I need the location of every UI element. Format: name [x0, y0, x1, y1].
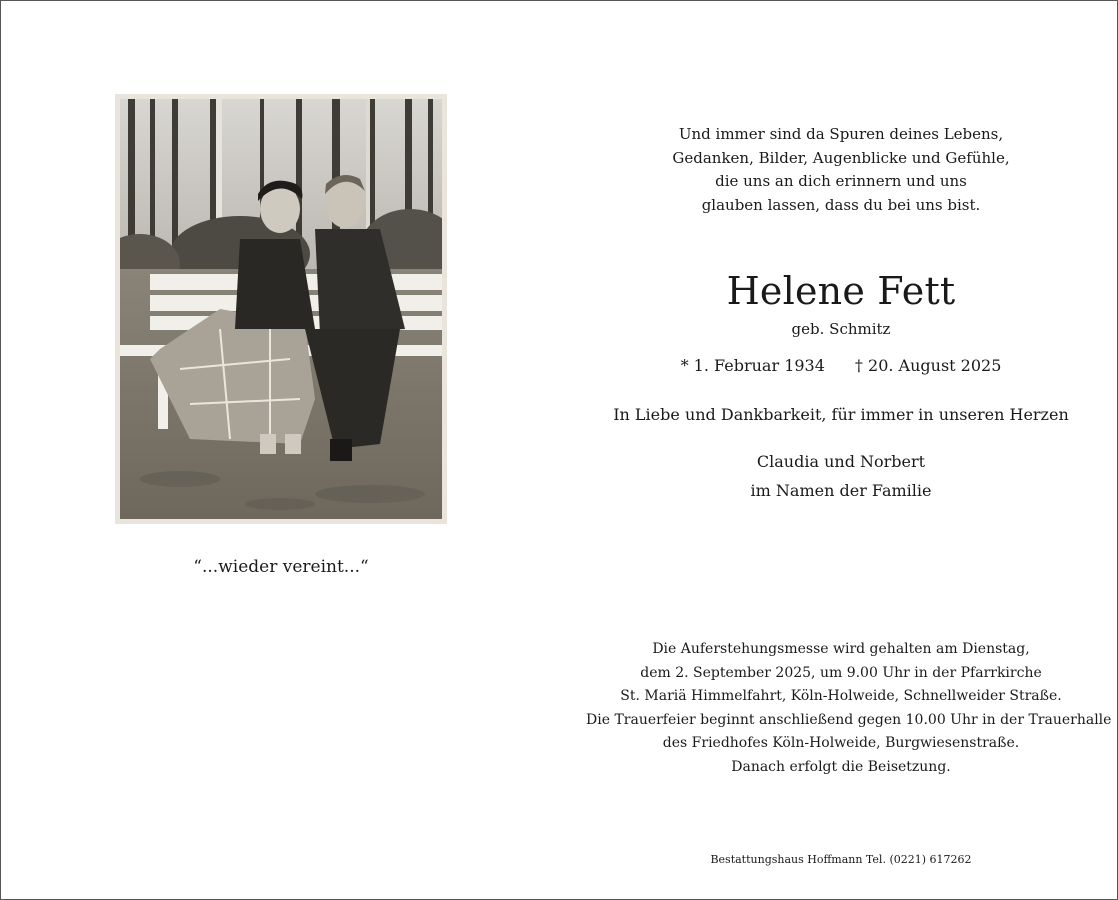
deceased-name: Helene Fett: [726, 269, 956, 313]
service-details: [586, 638, 1112, 779]
service-line: St. Mariä Himmelfahrt, Köln-Holweide, Schnellweider Straße.: [620, 688, 1062, 704]
service-line: Danach erfolgt die Beisetzung.: [731, 758, 951, 775]
poem-line: glauben lassen, dass du bei uns bist.: [701, 195, 981, 214]
memorial-photo: [115, 94, 447, 524]
service-line: dem 2. September 2025, um 9.00 Uhr in der Pfarrkirche: [640, 664, 1042, 681]
poem-line: Und immer sind da Spuren deines Lebens,: [678, 125, 1004, 143]
service-line: Die Trauerfeier beginnt anschließend gegen 10.00 Uhr in der Trauerhalle: [586, 711, 1112, 728]
dedication: In Liebe und Dankbarkeit, für immer in unseren Herzen: [613, 405, 1069, 424]
couple-on-bench-photo-icon: [120, 99, 442, 519]
service-line: des Friedhofes Köln-Holweide, Burgwiesenstraße.: [662, 735, 1020, 751]
memorial-poem: [586, 123, 1096, 217]
poem-line: Gedanken, Bilder, Augenblicke und Gefühle,: [672, 148, 1010, 167]
family-line: Claudia und Norbert: [756, 452, 926, 471]
life-dates: [586, 356, 1096, 375]
photo-caption: “...wieder vereint...“: [193, 557, 369, 577]
funeral-home-contact: Bestattungshaus Hoffmann Tel. (0221) 617262: [710, 853, 972, 866]
poem-line: die uns an dich erinnern und uns: [715, 172, 967, 190]
service-line: Die Auferstehungsmesse wird gehalten am Dienstag,: [652, 641, 1030, 657]
birth-name: geb. Schmitz: [791, 320, 891, 338]
family-signature: [586, 447, 1096, 505]
family-line: im Namen der Familie: [750, 481, 932, 500]
death-date: † 20. August 2025: [854, 356, 1002, 375]
birth-date: * 1. Februar 1934: [680, 356, 825, 375]
